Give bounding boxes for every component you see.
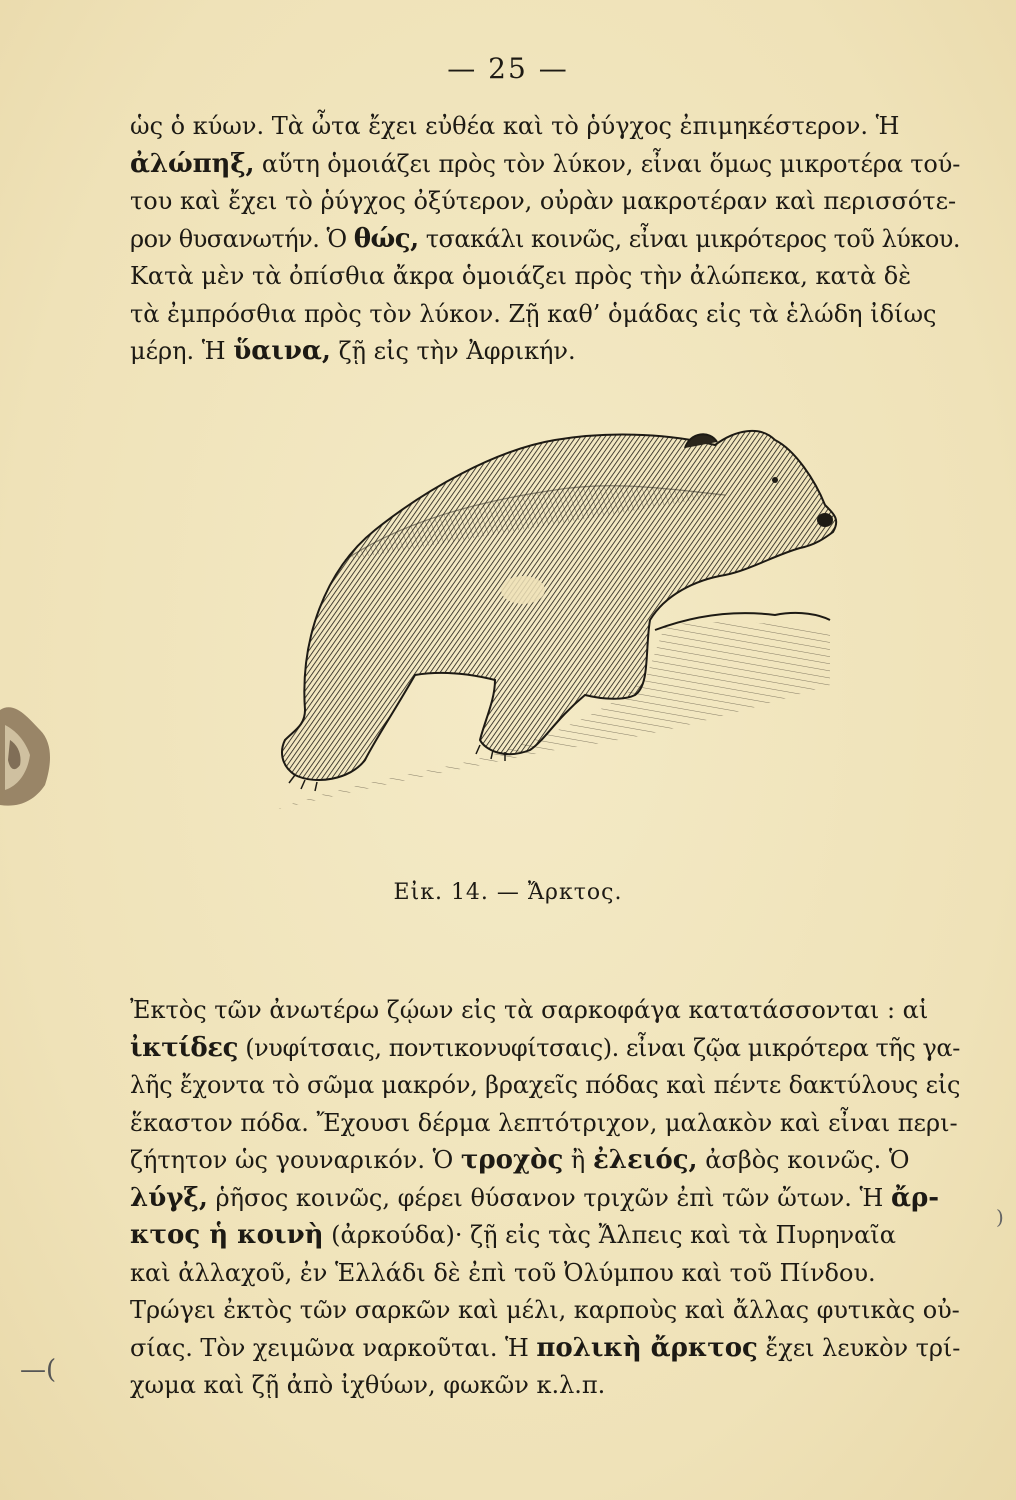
bear-nose <box>817 513 833 527</box>
bold-term: ἀλώπηξ, <box>130 148 255 179</box>
text-run: ζῇ εἰς τὴν Ἀφρικήν. <box>330 337 576 365</box>
margin-mark-left: —( <box>20 1355 57 1385</box>
bear-engraving <box>255 420 855 830</box>
text-line <box>130 258 960 296</box>
text-line <box>130 1330 960 1368</box>
torn-edge-damage <box>0 700 60 810</box>
text-line <box>130 1217 960 1255</box>
shoulder-highlight <box>501 576 545 604</box>
text-run: ῥῆσος κοινῶς, φέρει θύσανον τριχῶν ἐπὶ τῶν ὤτων. Ἡ <box>207 1183 891 1212</box>
text-run: ἔχει λευκὸν τρί- <box>757 1333 961 1362</box>
text-line <box>130 1255 960 1293</box>
text-run: αὕτη ὁμοιάζει πρὸς τὸν λύκον, εἶναι ὅμως μικροτέρα τού- <box>254 149 961 178</box>
bear-eye <box>772 477 778 483</box>
bold-term: θώς, <box>353 223 419 254</box>
bold-term: ἐλειός, <box>592 1145 698 1175</box>
paragraph-bottom <box>130 992 960 1405</box>
text-line <box>130 1180 960 1218</box>
text-run: λῆς ἔχοντα τὸ σῶμα μακρόν, βραχεῖς πόδας καὶ πέντε δακτύλους εἰς <box>130 1071 961 1099</box>
text-run: (νυφίτσαις, ποντικονυφίτσαις). εἶναι ζῷα μικρότερα τῆς γα- <box>238 1033 960 1062</box>
text-run: τσακάλι κοινῶς, εἶναι μικρότερος τοῦ λύκου. <box>418 224 960 253</box>
bold-term: ἄρ- <box>890 1182 940 1213</box>
bold-term: ἰκτίδες <box>130 1032 239 1063</box>
text-line <box>130 333 960 371</box>
bold-term: πολικὴ ἄρκτος <box>536 1332 758 1363</box>
text-run: μέρη. Ἡ <box>130 337 234 365</box>
text-run: χωμα καὶ ζῇ ἀπὸ ἰχθύων, φωκῶν κ.λ.π. <box>130 1371 606 1399</box>
text-run: Κατὰ μὲν τὰ ὀπίσθια ἄκρα ὁμοιάζει πρὸς τὴν ἀλώπεκα, κατὰ δὲ <box>130 262 912 290</box>
bold-term: κτος ἡ κοινὴ <box>130 1220 324 1250</box>
bold-term: τροχὸς <box>460 1145 564 1175</box>
text-run: Τρώγει ἐκτὸς τῶν σαρκῶν καὶ μέλι, καρποὺς καὶ ἄλλας φυτικὰς οὐ- <box>130 1296 960 1324</box>
text-line <box>130 1292 960 1330</box>
text-run: ἀσβὸς κοινῶς. Ὁ <box>697 1146 910 1174</box>
text-run: ζήτητον ὡς γουναρικόν. Ὁ <box>130 1146 461 1174</box>
text-line <box>130 1367 960 1405</box>
bold-term: λύγξ, <box>130 1182 208 1213</box>
figure-caption: Εἰκ. 14. — Ἄρκτος. <box>393 880 623 905</box>
text-run: σίας. Τὸν χειμῶνα ναρκοῦται. Ἡ <box>130 1333 537 1362</box>
page-number: — 25 — <box>447 52 569 85</box>
text-run: ἢ <box>563 1146 593 1174</box>
text-line <box>130 296 960 334</box>
text-run: ἕκαστον πόδα. Ἔχουσι δέρμα λεπτότριχον, μαλακὸν καὶ εἶναι περι- <box>130 1108 958 1137</box>
text-run: του καὶ ἔχει τὸ ῥύγχος ὀξύτερον, οὐρὰν μακροτέραν καὶ περισσότε- <box>130 187 957 215</box>
text-run: καὶ ἀλλαχοῦ, ἐν Ἑλλάδι δὲ ἐπὶ τοῦ Ὀλύμπου καὶ τοῦ Πίνδου. <box>130 1258 876 1287</box>
text-line <box>130 183 960 221</box>
text-line <box>130 146 960 184</box>
margin-mark-right: ) <box>996 1205 1004 1229</box>
text-line <box>130 108 960 146</box>
text-run: ὡς ὁ κύων. Τὰ ὦτα ἔχει εὐθέα καὶ τὸ ῥύγχος ἐπιμηκέστερον. Ἡ <box>130 112 900 140</box>
bear-body <box>282 431 836 780</box>
text-run: Ἐκτὸς τῶν ἀνωτέρω ζῴων εἰς τὰ σαρκοφάγα κατατάσσονται : αἱ <box>130 996 929 1024</box>
text-line <box>130 1105 960 1143</box>
bold-term: ὕαινα, <box>233 336 331 366</box>
text-line <box>130 1030 960 1068</box>
text-line <box>130 1142 960 1180</box>
paragraph-top <box>130 108 960 371</box>
text-line <box>130 1067 960 1105</box>
text-run: τὰ ἐμπρόσθια πρὸς τὸν λύκον. Ζῇ καθ’ ὁμάδας εἰς τὰ ἑλώδη ἰδίως <box>130 299 937 328</box>
text-line <box>130 992 960 1030</box>
text-line <box>130 221 960 259</box>
text-run: (ἀρκούδα)· ζῇ εἰς τὰς Ἄλπεις καὶ τὰ Πυρηναῖα <box>323 1221 896 1249</box>
text-run: ρον θυσανωτήν. Ὁ <box>130 224 354 253</box>
